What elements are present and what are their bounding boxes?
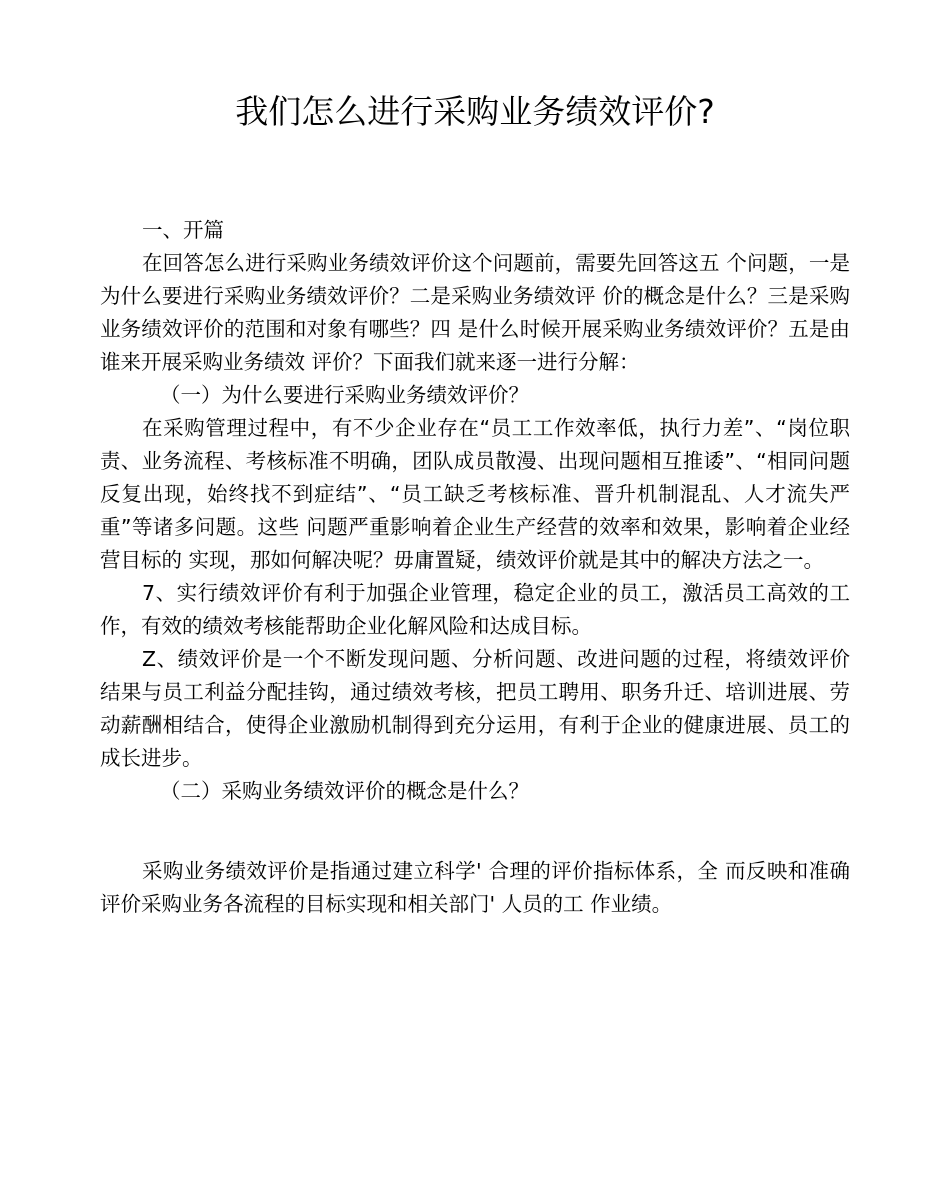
- concept-paragraph: 采购业务绩效评价是指通过建立科学' 合理的评价指标体系，全 而反映和准确评价采购业务各流程的目标实现和相关部门' 人员的工 作业绩。: [100, 859, 850, 916]
- subsection-heading-concept: （二）采购业务绩效评价的概念是什么？: [160, 779, 529, 803]
- document-title: 我们怎么进行采购业务绩效评价?: [235, 92, 715, 131]
- section-heading-opening: 一、开篇: [142, 218, 224, 242]
- problem-paragraph: 在采购管理过程中，有不少企业存在“员工工作效率低，执行力差”、“岗位职责、业务流程、考核标准不明确，团队成员散漫、出现问题相互推诿”、“相同问题反复出现，始终找不到症结”、“员工缺乏考核标准、晋升机制混乱、人才流失严重”等诸多问题。这些 问题严重影响着企业生产经营的效率和效果，影响着企业经营目标的 实现，那如何解决呢？毋庸置疑，绩效评价就是其中的解决方法之一。: [100, 416, 850, 572]
- document-body: [100, 214, 850, 921]
- subsection-heading-why: （一）为什么要进行采购业务绩效评价？: [160, 383, 529, 407]
- intro-paragraph: 在回答怎么进行采购业务绩效评价这个问题前，需要先回答这五 个问题，一是为什么要进行采购业务绩效评价？二是采购业务绩效评 价的概念是什么？三是采购业务绩效评价的范围和对象有哪些？四 是什么时候开展采购业务绩效评价？五是由谁来开展采购业务绩效 评价？下面我们就来逐一进行分解：: [100, 251, 850, 374]
- point-paragraph-2: Z、绩效评价是一个不断发现问题、分析问题、改进问题的过程，将绩效评价结果与员工利益分配挂钩，通过绩效考核，把员工聘用、职务升迁、培训进展、劳动薪酬相结合，使得企业激励机制得到充分运用，有利于企业的健康进展、员工的成长进步。: [100, 647, 850, 770]
- point-paragraph-1: 7、实行绩效评价有利于加强企业管理，稳定企业的员工，激活员工高效的工作，有效的绩效考核能帮助企业化解风险和达成目标。: [100, 581, 850, 638]
